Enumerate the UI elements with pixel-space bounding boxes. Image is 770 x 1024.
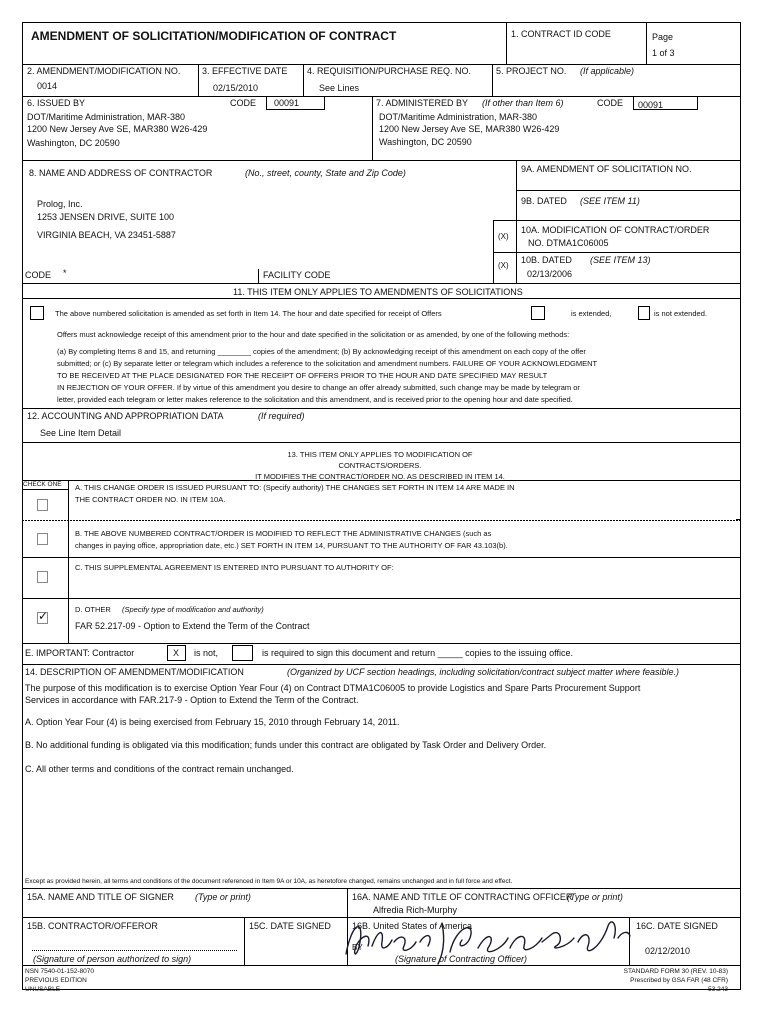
by-label: BY <box>352 943 363 952</box>
administered-by-line1: DOT/Maritime Administration, MAR-380 <box>379 112 538 122</box>
extended-checkbox[interactable] <box>531 306 545 320</box>
item16a-note: (Type or print) <box>567 892 623 902</box>
item9b-label: 9B. DATED <box>521 196 567 206</box>
item11-p4: IN REJECTION OF YOUR OFFER. If by virtue of this amendment you desire to change an offer already submitted, such change may be made by telegram or <box>57 383 580 392</box>
project-no-note: (If applicable) <box>580 66 635 76</box>
item13-title3: IT MODIFIES THE CONTRACT/ORDER NO. AS DESCRIBED IN ITEM 14. <box>255 473 505 480</box>
administered-by-line2: 1200 New Jersey Ave SE, MAR380 W26-429 <box>379 124 560 134</box>
signature-officer-caption: (Signature of Contracting Officer) <box>395 954 528 964</box>
issued-by-line2: 1200 New Jersey Ave SE, MAR380 W26-429 <box>27 124 208 134</box>
not-extended-checkbox[interactable] <box>638 306 650 320</box>
facility-code-label: FACILITY CODE <box>263 270 331 280</box>
check-one-label: CHECK ONE <box>23 481 62 488</box>
standard-form-id: STANDARD FORM 30 (REV. 10-83) <box>623 968 728 975</box>
contractor-code-label: CODE <box>25 270 52 280</box>
item14-para1a: The purpose of this modification is to exercise Option Year Four (4) on Contract DTMA1C06005 to provide Logistics and Spare Parts Procurement Support <box>25 683 641 693</box>
is-not-label: is not, <box>194 648 219 658</box>
item14-note: (Organized by UCF section headings, including solicitation/contract subject matter where feasible.) <box>287 667 680 677</box>
item13-d-note: (Specify type of modification and authority) <box>122 605 264 614</box>
item15a-label: 15A. NAME AND TITLE OF SIGNER <box>27 892 174 902</box>
item13-title1: 13. THIS ITEM ONLY APPLIES TO MODIFICATION OF <box>287 450 473 459</box>
page-label: Page <box>652 32 674 42</box>
unusable-note: UNUSABLE <box>25 986 61 993</box>
contractor-line2: 1253 JENSEN DRIVE, SUITE 100 <box>37 212 175 222</box>
issued-by-line3: Washington, DC 20590 <box>27 138 120 148</box>
item16c-value: 02/12/2010 <box>645 946 691 956</box>
item13-checkbox-c[interactable] <box>37 571 48 583</box>
administered-by-line3: Washington, DC 20590 <box>379 137 472 147</box>
item14-para4: C. All other terms and conditions of the contract remain unchanged. <box>25 764 294 774</box>
amendment-no-label: 2. AMENDMENT/MODIFICATION NO. <box>27 66 181 76</box>
item14-label: 14. DESCRIPTION OF AMENDMENT/MODIFICATION <box>25 667 244 677</box>
far-reference: 53.243 <box>708 986 728 993</box>
item16a-label: 16A. NAME AND TITLE OF CONTRACTING OFFICER <box>352 892 573 902</box>
requisition-value: See Lines <box>319 83 360 93</box>
contractor-line3: VIRGINIA BEACH, VA 23451-5887 <box>37 230 176 240</box>
item14-para1b: Services in accordance with FAR.217-9 - Option to Extend the Term of the Contract. <box>25 695 359 705</box>
signature-person-caption: (Signature of person authorized to sign) <box>33 954 192 964</box>
item11-p3: TO BE RECEIVED AT THE PLACE DESIGNATED FOR THE RECEIPT OF OFFERS PRIOR TO THE HOUR AND DATE SPECIFIED MAY RESULT <box>57 371 548 380</box>
item12-value: See Line Item Detail <box>40 428 122 438</box>
contractor-line1: Prolog, Inc. <box>37 199 83 209</box>
item10b-label: 10B. DATED <box>521 255 572 265</box>
item16b-label: 16B. United States of America <box>352 921 473 931</box>
item12-label: 12. ACCOUNTING AND APPROPRIATION DATA <box>27 411 224 421</box>
issued-by-line1: DOT/Maritime Administration, MAR-380 <box>27 112 186 122</box>
issued-code-value: 00091 <box>274 98 300 108</box>
page-count: 1 of 3 <box>652 48 675 58</box>
contractor-label: 8. NAME AND ADDRESS OF CONTRACTOR <box>29 168 213 178</box>
item15b-label: 15B. CONTRACTOR/OFFEROR <box>27 921 158 931</box>
item13-c-line1: C. THIS SUPPLEMENTAL AGREEMENT IS ENTERED INTO PURSUANT TO AUTHORITY OF: <box>75 563 394 572</box>
item11-checkbox-a[interactable] <box>30 306 44 320</box>
item11-p1: (a) By completing Items 8 and 15, and returning ________ copies of the amendment; (b) By acknowledging receipt of this amendment on each copy of the offer <box>57 347 586 356</box>
item9a-label: 9A. AMENDMENT OF SOLICITATION NO. <box>521 164 692 174</box>
item11-p2: submitted; or (c) By separate letter or telegram which includes a reference to the solicitation and amendment numbers. FAILURE OF YOUR ACKNOWLEDGMENT <box>57 359 598 368</box>
item13-b-line2: changes in paying office, appropriation date, etc.) SET FORTH IN ITEM 14, PURSUANT TO THE AUTHORITY OF FAR 43.103(b). <box>75 541 508 550</box>
item10b-value: 02/13/2006 <box>527 269 573 279</box>
item14-para2: A. Option Year Four (4) is being exercised from February 15, 2010 through February 14, 2011. <box>25 717 400 727</box>
x-mark-icon: X <box>173 648 180 658</box>
item13-title2: CONTRACTS/ORDERS. <box>338 461 422 470</box>
project-no-label: 5. PROJECT NO. <box>496 66 567 76</box>
item13-a-line1: A. THIS CHANGE ORDER IS ISSUED PURSUANT TO: (Specify authority) THE CHANGES SET FORTH IN ITEM 14 ARE MADE IN <box>75 483 515 492</box>
check-mark-icon: ✓ <box>38 609 49 623</box>
item13-d-value: FAR 52.217-09 - Option to Extend the Term of the Contract <box>75 621 310 631</box>
administered-code-label: CODE <box>597 98 624 108</box>
item15c-label: 15C. DATE SIGNED <box>249 921 331 931</box>
administered-by-label: 7. ADMINISTERED BY <box>376 98 469 108</box>
item13-b-line1: B. THE ABOVE NUMBERED CONTRACT/ORDER IS MODIFIED TO REFLECT THE ADMINISTRATIVE CHANGES (such as <box>75 529 492 538</box>
important-label: E. IMPORTANT: Contractor <box>25 648 135 658</box>
effective-date-label: 3. EFFECTIVE DATE <box>202 66 288 76</box>
item10a-label: 10A. MODIFICATION OF CONTRACT/ORDER <box>521 225 710 235</box>
nsn-number: NSN 7540-01-152-8070 <box>25 968 95 975</box>
administered-code-value: 00091 <box>638 100 664 110</box>
issued-code-label: CODE <box>230 98 257 108</box>
contractor-note: (No., street, county, State and Zip Code) <box>245 168 406 178</box>
important-rest: is required to sign this document and return _____ copies to the issuing office. <box>262 648 574 658</box>
item10b-mark: (X) <box>498 261 509 270</box>
item13-checkbox-a[interactable] <box>37 499 48 511</box>
contractor-code-value: * <box>63 268 67 278</box>
item13-checkbox-b[interactable] <box>37 533 48 545</box>
form-title: AMENDMENT OF SOLICITATION/MODIFICATION OF CONTRACT <box>31 29 397 43</box>
item16c-label: 16C. DATE SIGNED <box>636 921 718 931</box>
item12-note: (If required) <box>258 411 305 421</box>
item9b-note: (SEE ITEM 11) <box>580 196 640 206</box>
effective-date-value: 02/15/2010 <box>213 83 259 93</box>
except-note: Except as provided herein, all terms and conditions of the document referenced in Item 9A or 10A, as heretofore changed, remains unchanged and in full force and effect. <box>25 878 513 885</box>
item13-a-line2: THE CONTRACT ORDER NO. IN ITEM 10A. <box>75 495 226 504</box>
item16a-value: Alfredia Rich-Murphy <box>373 905 458 915</box>
contractor-is-not-checkbox[interactable] <box>167 645 186 661</box>
item11-line-a: The above numbered solicitation is amended as set forth in Item 14. The hour and date specified for receipt of Offers <box>55 309 442 318</box>
prescribed-by: Prescribed by GSA FAR (48 CFR) <box>630 977 728 984</box>
item13-d-line1: D. OTHER <box>75 605 111 614</box>
item14-para3: B. No additional funding is obligated via this modification; funds under this contract are obligated by Task Order and Delivery Order. <box>25 740 547 750</box>
amendment-no-value: 0014 <box>37 81 58 91</box>
item10a-mark: (X) <box>498 232 509 241</box>
item11-ack: Offers must acknowledge receipt of this amendment prior to the hour and date specified in the solicitation or as amended, by one of the following methods: <box>57 330 570 339</box>
previous-edition: PREVIOUS EDITION <box>25 977 87 984</box>
contractor-is-required-checkbox[interactable] <box>232 645 253 661</box>
requisition-label: 4. REQUISITION/PURCHASE REQ. NO. <box>307 66 472 76</box>
extended-label: is extended, <box>571 309 612 318</box>
not-extended-label: is not extended. <box>654 309 707 318</box>
item11-title: 11. THIS ITEM ONLY APPLIES TO AMENDMENTS OF SOLICITATIONS <box>233 287 523 297</box>
item10a-value: NO. DTMA1C06005 <box>528 238 609 248</box>
item15a-note: (Type or print) <box>195 892 251 902</box>
contract-id-label: 1. CONTRACT ID CODE <box>511 29 611 39</box>
item11-p5: letter, provided each telegram or letter makes reference to the solicitation and this amendment, and is received prior to the opening hour and date specified. <box>57 395 573 404</box>
administered-by-note: (If other than Item 6) <box>482 98 564 108</box>
issued-by-label: 6. ISSUED BY <box>27 98 86 108</box>
item10b-note: (SEE ITEM 13) <box>590 255 651 265</box>
